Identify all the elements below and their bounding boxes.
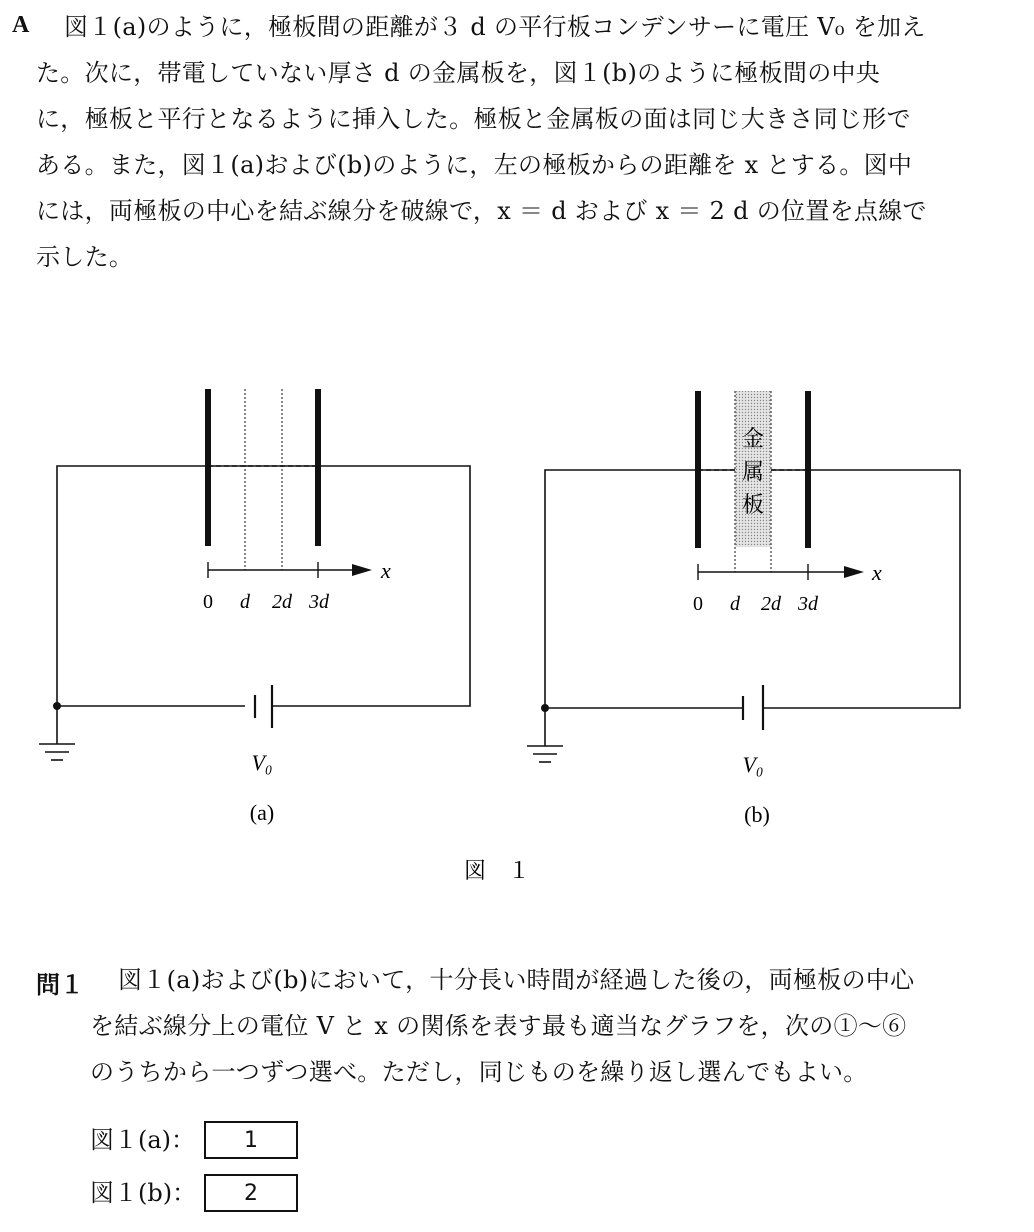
question-line: を結ぶ線分上の電位 V と x の関係を表す最も適当なグラフを，次の①～⑥ <box>90 1012 907 1040</box>
x-axis-arrow-a <box>352 564 372 576</box>
circuit-wire-a <box>57 466 470 706</box>
subcaption-b: (b) <box>744 802 770 827</box>
metal-plate-label: 板 <box>741 492 765 517</box>
x-axis-label-a: x <box>381 558 391 583</box>
problem-line: 図１(a)のように，極板間の距離が３ d の平行板コンデンサーに電圧 V₀ を加え <box>64 13 926 41</box>
tick-label-b: 0 <box>693 593 703 615</box>
tick-label-a: 0 <box>203 591 213 613</box>
question-number: 問１ <box>36 971 84 999</box>
tick-label-b: 2d <box>761 593 781 615</box>
problem-line: には，両極板の中心を結ぶ線分を破線で，x ＝ d および x ＝ 2 d の位置を点線で <box>36 197 927 225</box>
voltage-label-a: V₀ <box>251 750 273 775</box>
question-line: 図１(a)および(b)において，十分長い時間が経過した後の，両極板の中心 <box>118 966 915 994</box>
problem-line: に，極板と平行となるように挿入した。極板と金属板の面は同じ大きさ同じ形で <box>36 105 911 133</box>
tick-label-b: d <box>730 593 740 615</box>
subcaption-a: (a) <box>249 800 275 825</box>
problem-line: た。次に，帯電していない厚さ d の金属板を，図１(b)のように極板間の中央 <box>36 59 881 87</box>
voltage-label-b: V₀ <box>742 752 764 777</box>
answer-box-1[interactable]: 1 <box>204 1121 298 1159</box>
x-axis-arrow-b <box>844 566 864 578</box>
tick-label-a: 2d <box>272 591 292 613</box>
tick-label-b: 3d <box>798 593 818 615</box>
figure-caption: 図 １ <box>463 858 531 883</box>
tick-label-a: 3d <box>309 591 329 613</box>
answer-label-a: 図１(a)： <box>90 1126 196 1154</box>
tick-label-a: d <box>240 591 250 613</box>
figure-a <box>39 389 470 825</box>
answer-label-b: 図１(b)： <box>90 1179 197 1207</box>
problem-label: A <box>12 12 30 38</box>
x-axis-label-b: x <box>872 560 882 585</box>
problem-line: ある。また，図１(a)および(b)のように，左の極板からの距離を x とする。図中 <box>36 151 913 179</box>
question-line: のうちから一つずつ選べ。ただし，同じものを繰り返し選んでもよい。 <box>90 1058 868 1086</box>
metal-plate-label: 金 <box>741 426 765 451</box>
problem-line: 示した。 <box>36 243 134 271</box>
answer-box-2[interactable]: 2 <box>204 1174 298 1212</box>
metal-plate-label: 属 <box>741 459 765 484</box>
figure-b <box>527 391 960 827</box>
